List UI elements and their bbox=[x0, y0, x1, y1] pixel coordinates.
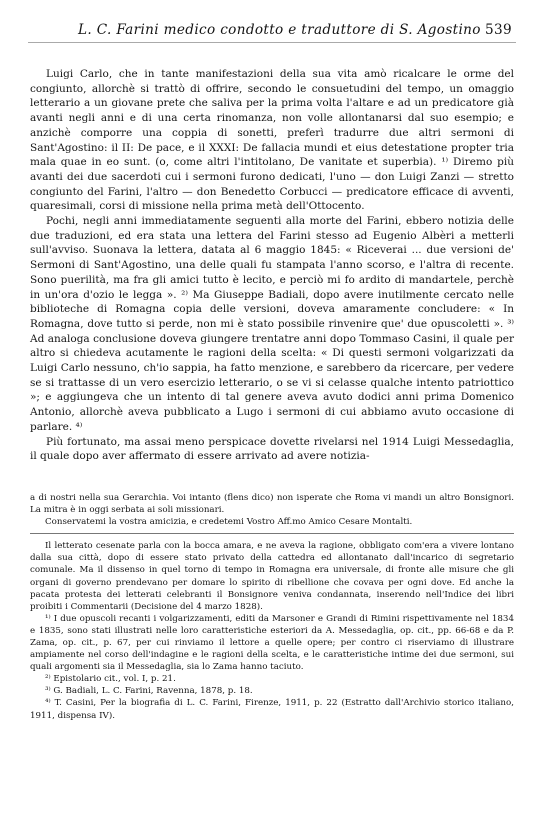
footnote-item: ³⁾ G. Badiali, L. C. Farini, Ravenna, 1878, p. 18. bbox=[45, 686, 253, 697]
running-title: L. C. Farini medico condotto e traduttore di S. Agostino bbox=[78, 22, 481, 38]
footnote-letter-line: Conservatemi la vostra amicizia, e credetemi Vostro Aff.mo Amico Cesare Montalti. bbox=[45, 517, 413, 528]
footnote-item: ⁴⁾ T. Casini, Per la biografia di L. C. Farini, Firenze, 1911, p. 22 (Estratto dall'Archivio storico italiano, 1911, dispensa IV). bbox=[30, 698, 514, 721]
body-paragraph: Più fortunato, ma assai meno perspicace dovette rivelarsi nel 1914 Luigi Messedaglia, il quale dopo aver affermato di essere arrivato ad avere notizia- bbox=[30, 435, 514, 463]
page-number: 539 bbox=[485, 22, 512, 38]
body-paragraph: Luigi Carlo, che in tante manifestazioni della sua vita amò ricalcare le orme del congiunto, allorchè si trattò di offrire, secondo le consuetudini del tempo, un omaggio letterario a un giovane prete che saliva per la prima volta l'altare e ad un predicatore già avanti negli anni e di una certa rinomanza, non volle allontanarsi dal suo esempio; e anzichè comporre una coppia di sonetti, preferì tradurre due altri sermoni di Sant'Agostino: il II: De pace, e il XXXI: De fallacia mundi et eius detestatione propter tria mala quae in eo sunt. (o, come altri l'intitolano, De vanitate et superbia). ¹⁾ Diremo più avanti dei due sacerdoti cui i sermoni furono dedicati, l'uno — don Luigi Zanzi — stretto congiunto del Farini, l'altro — don Benedetto Corbucci — predicatore efficace di avventi, quaresimali, corsi di missione nella prima metà dell'Ottocento. bbox=[30, 68, 514, 213]
footnotes bbox=[28, 492, 516, 722]
body-text bbox=[28, 67, 516, 464]
footnote-letter-line: a di nostri nella sua Gerarchia. Voi intanto (flens dico) non isperate che Roma vi mandi un altro Bonsignori. La mitra è in oggi serbata ai soli missionari. bbox=[30, 492, 514, 516]
body-paragraph: Pochi, negli anni immediatamente seguenti alla morte del Farini, ebbero notizia delle due traduzioni, ed era stata una lettera del Farini stesso ad Eugenio Albèri a metterli sull'avviso. Suonava la lettera, datata al 6 maggio 1845: « Riceverai ... due versioni de' Sermoni di Sant'Agostino, una delle quali fu stampata l'anno scorso, e l'altra di recente. Sono puerilità, ma fra gli amici tutto è lecito, e perciò mi fo ardito di mandartele, perchè in un'ora d'ozio le legga ». ²⁾ Ma Giuseppe Badiali, dopo avere inutilmente cercato nelle biblioteche di Romagna copia delle versioni, doveva amaramente concludere: « In Romagna, dove tutto si perde, non mi è stato possibile rinvenire que' due opuscoletti ». ³⁾ Ad analoga conclusione doveva giungere trentatre anni dopo Tommaso Casini, il quale per altro si chiedeva acutamente le ragioni della scelta: « Di questi sermoni volgarizzati da Luigi Carlo nessuno, ch'io sappia, ha fatto menzione, e sarebbero da ricercare, per vedere se si trattasse di un vero esercizio letterario, o se vi si celasse qualche intento patriottico »; e aggiungeva che un intento di tal genere aveva avuto dodici anni prima Domenico Antonio, allorchè aveva pubblicato a Lugo i sermoni di cui abbiamo avuto occasione di parlare. ⁴⁾ bbox=[30, 215, 514, 433]
footnote-item: ¹⁾ I due opuscoli recanti i volgarizzamenti, editi da Marsoner e Grandi di Rimini rispettivamente nel 1834 e 1835, sono stati illustrati nelle loro caratteristiche esteriori da A. Messedaglia, op. cit., pp. 66-68 e da P. Zama, op. cit., p. 67, per cui rinviamo il lettore a quelle opere; per contro ci riserviamo di illustrare ampiamente nel corso dell'indagine e le ragioni della scelta, e le caratteristiche intime dei due sermoni, sui quali argomenti sia il Messedaglia, sia lo Zama hanno taciuto. bbox=[30, 613, 514, 673]
footnote-item: ²⁾ Epistolario cit., vol. I, p. 21. bbox=[45, 674, 176, 685]
running-header bbox=[28, 22, 516, 43]
footnote-commentary: Il letterato cesenate parla con la bocca amara, e ne aveva la ragione, obbligato com'era a vivere lontano dalla sua città, dopo di essere stato privato della cattedra ed allontanato dall'incarico di segretario comunale. Ma il dissenso in quel torno di tempo in Romagna era universale, di fronte alle misure che gli organi di governo prendevano per domare lo spirito di ribellione che covava per ogni dove. Ed anche la pacata protesta dei letterati celebranti il Bonsignore veniva condannata, inserendo nell'Indice dei libri proibiti i Commentarii (Decisione del 4 marzo 1828). bbox=[30, 541, 514, 612]
footnote-divider bbox=[30, 533, 514, 534]
